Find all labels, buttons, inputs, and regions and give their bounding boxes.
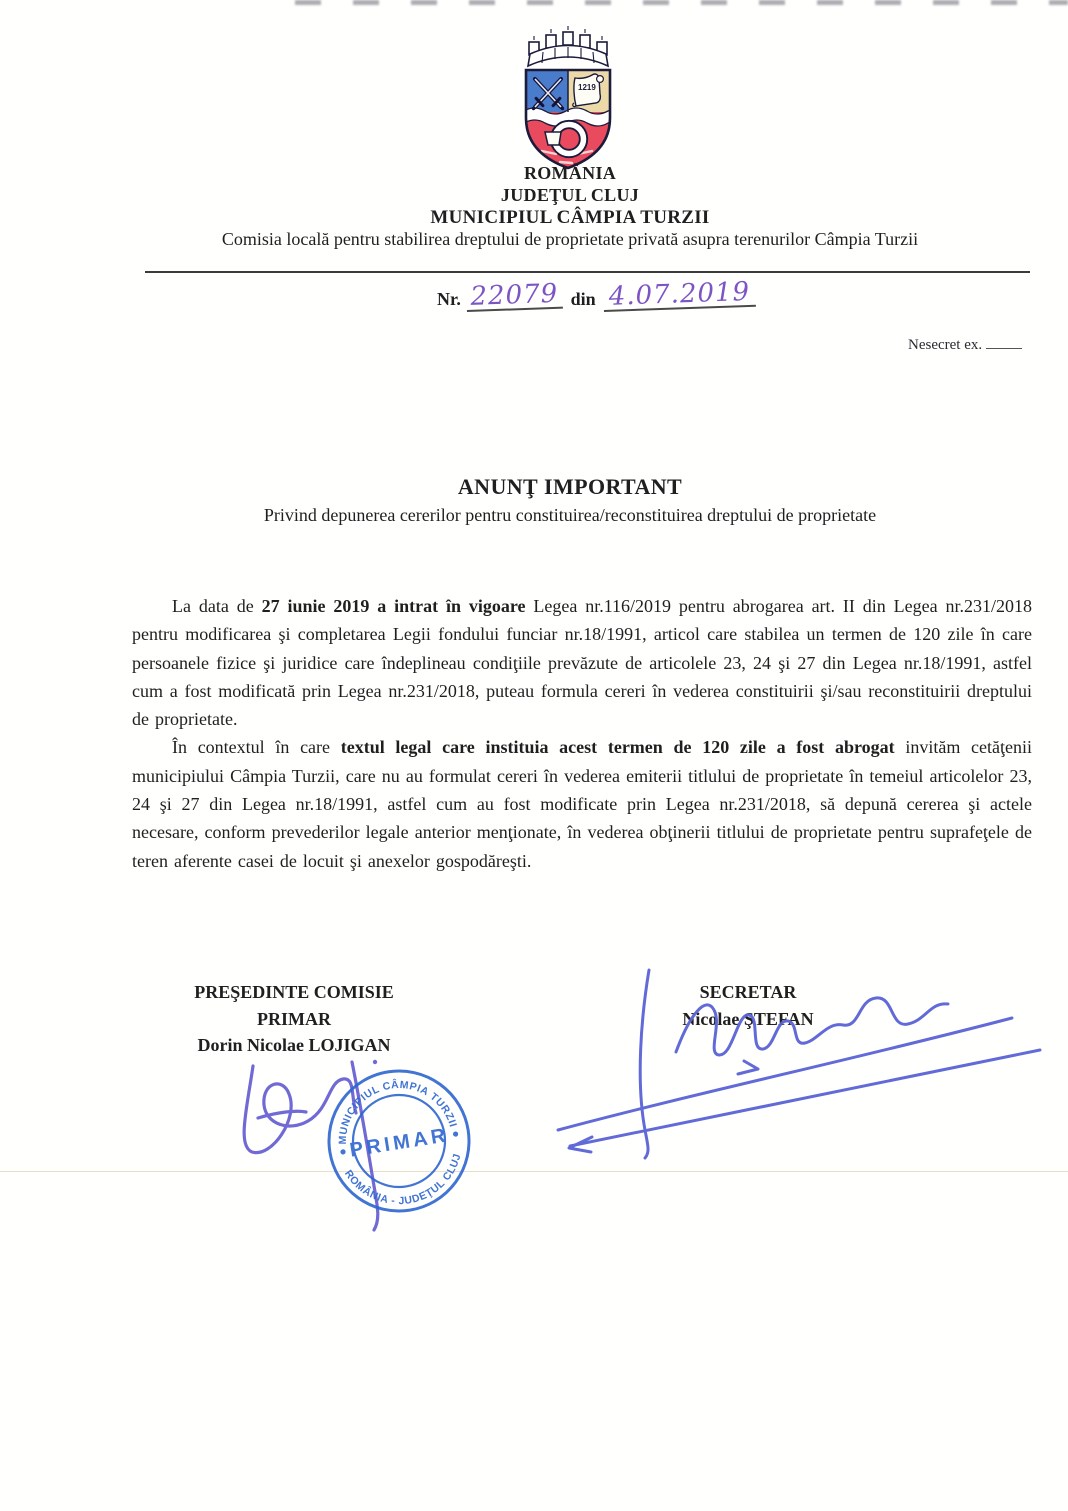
president-role-2: PRIMAR [257, 1008, 331, 1029]
p1-text-cont: Legea nr.116/2019 pentru abrogarea art. II din Legea nr.231/2018 pentru modificarea şi completarea Legii fondului funciar nr.18/1991, articol care stabilea un termen de 120 zile în care persoanele fizice şi juridice care îndeplineau condiţiile prevăzute de articolele 23, 24 şi 27 din Legea nr.18/1991, astfel cum a fost modificată prin Legea nr.231/2018, puteau formula cereri în vederea constituirii şi/sau reconstituirii dreptului de proprietate. [132, 596, 1033, 730]
p1-text: La data de [172, 596, 262, 616]
classification-blank [986, 334, 1022, 349]
stamp-left-bullet [340, 1149, 346, 1155]
president-signature-block [148, 979, 440, 1059]
stamp-top-text: MUNICIPIUL CÂMPIA TURZII [336, 1078, 460, 1145]
nr-label: Nr. [437, 289, 461, 309]
secretary-signature-block [634, 979, 862, 1032]
p2-text: În contextul în care [172, 737, 341, 758]
secretary-role: SECRETAR [699, 982, 797, 1002]
commission-line: Comisia locală pentru stabilirea dreptului de proprietate privată asupra terenurilor Câmpia Turzii [221, 229, 919, 249]
letterhead-municipality: MUNICIPIUL CÂMPIA TURZII [430, 207, 710, 228]
letterhead-country: ROMÂNIA [523, 163, 617, 183]
scroll-icon [573, 74, 604, 107]
classification-note [908, 334, 1022, 354]
crest-scroll-year: 1219 [578, 83, 596, 92]
p1-bold-text: 27 iunie 2019 a intrat în vigoare [261, 596, 526, 616]
registration-line [437, 276, 756, 312]
handwritten-date: 4.07.2019 [603, 280, 756, 312]
stamp-center-text: PRIMAR [348, 1124, 451, 1162]
president-signature-ink [244, 1060, 378, 1230]
stamp-bottom-text: ROMÂNIA - JUDEŢUL CLUJ [341, 1152, 464, 1208]
scan-fold-line [0, 1171, 1068, 1172]
svg-text:MUNICIPIUL CÂMPIA TURZII [328, 1069, 459, 1146]
president-name: Dorin Nicolae LOJIGAN [197, 1035, 391, 1055]
letterhead-county: JUDEŢUL CLUJ [500, 185, 640, 205]
coat-of-arms [512, 20, 624, 172]
header-rule [145, 271, 1030, 273]
scan-artifact [295, 0, 1068, 5]
document-subtitle: Privind depunerea cererilor pentru constituirea/reconstituirea dreptului de proprietate [263, 505, 877, 525]
secretary-name: Nicolae ŞTEFAN [682, 1008, 814, 1029]
stamp-right-bullet [453, 1131, 459, 1137]
svg-text:ROMÂNIA - JUDEŢUL CLUJ [341, 1150, 470, 1216]
p2-bold-text: textul legal care instituia acest termen de 120 zile a fost abrogat [340, 737, 895, 758]
p2-text-cont: invităm cetăţenii municipiului Câmpia Turzii, care nu au formulat cereri în vederea emiterii titlului de proprietate în temeiul articolelor 23, 24 şi 27 din Legea nr.18/1991, astfel cum au fost modificate prin Legea nr.231/2018, să depună cererea şi actele necesare, conform prevederilor legale anterior menţionate, în vederea obţinerii titlului de proprietate pentru suprafeţele de teren aferente casei de locuit şi anexelor gospodăreşti. [132, 737, 1032, 871]
president-role-1: PREŞEDINTE COMISIE [194, 982, 394, 1002]
handwritten-registration-number: 22079 [466, 282, 563, 312]
official-stamp [319, 1061, 479, 1221]
classification-label: Nesecret ex. [908, 337, 983, 353]
paragraph-2 [132, 733, 1032, 874]
paragraph-1 [132, 592, 1032, 733]
din-label: din [570, 289, 596, 309]
document-title: ANUNŢ IMPORTANT [457, 474, 683, 499]
letterhead [80, 163, 1060, 229]
document-body [132, 592, 1032, 875]
